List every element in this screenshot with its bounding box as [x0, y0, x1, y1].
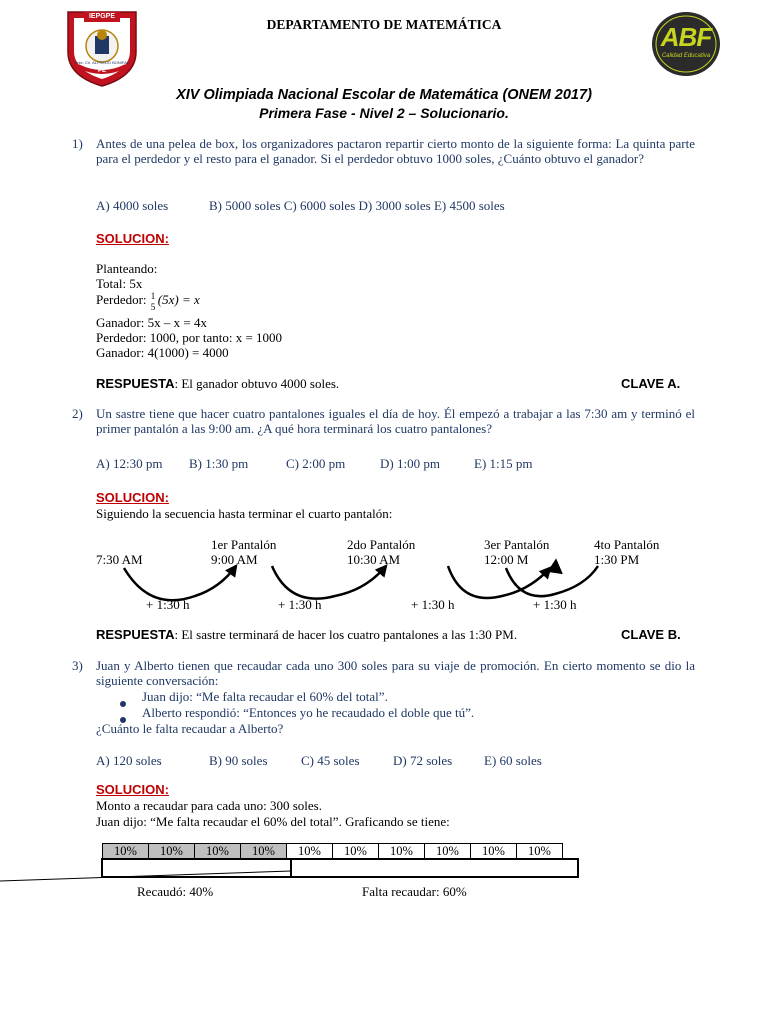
percent-cell: 10% [149, 844, 195, 859]
problem-statement: Antes de una pelea de box, los organizadores pactaron repartir cierto monto de la siguiente forma: La quinta parte para el perdedor y el resto para el ganador. Si el perdedor obtuvo 1000 soles, ¿Cuánto obtuvo el ganador? [96, 136, 695, 166]
percent-cell: 10% [425, 844, 471, 859]
abf-logo-letters: ABF [660, 22, 712, 52]
step-label: 4to Pantalón [594, 537, 660, 552]
option: E) 60 soles [484, 753, 542, 768]
option: D) 72 soles [393, 753, 453, 768]
option: A) 12:30 pm [96, 456, 163, 471]
option: C) 2:00 pm [286, 456, 346, 471]
option: D) 1:00 pm [380, 456, 440, 471]
collected-label: Recaudó: 40% [137, 884, 214, 899]
options-b-to-e: B) 5000 soles C) 6000 soles D) 3000 soles E) 4500 soles [209, 198, 505, 213]
option: A) 120 soles [96, 753, 162, 768]
percent-cell: 10% [471, 844, 517, 859]
answer-text: : El ganador obtuvo 4000 soles. [174, 376, 340, 391]
school-logo-bottom-text: PE [97, 68, 106, 74]
step-time: 12:00 M [484, 552, 529, 567]
solution-line: Perdedor: 1000, por tanto: x = 1000 [96, 330, 283, 345]
increment-label: + 1:30 h [146, 597, 190, 612]
step-time: 9:00 AM [211, 552, 258, 567]
remaining-label: Falta recaudar: 60% [362, 884, 467, 899]
school-logo-top-text: IEPGPE [88, 13, 116, 20]
step-label: 3er Pantalón [484, 537, 550, 552]
fraction-denominator: 5 [150, 302, 156, 312]
percent-cell: 10% [103, 844, 149, 859]
solution-line: Juan dijo: “Me falta recaudar el 60% del total”. Graficando se tiene: [96, 814, 450, 829]
answer-label: RESPUESTA [96, 627, 175, 642]
solution-line: Total: 5x [96, 276, 143, 291]
option: C) 45 soles [301, 753, 360, 768]
page-subtitle: Primera Fase - Nivel 2 – Solucionario. [259, 105, 509, 121]
option: B) 1:30 pm [189, 456, 249, 471]
bullet-text: Juan dijo: “Me falta recaudar el 60% del total”. [142, 689, 388, 704]
solution-intro: Siguiendo la secuencia hasta terminar el cuarto pantalón: [96, 506, 393, 521]
percent-cell: 10% [379, 844, 425, 859]
percent-cell: 10% [241, 844, 287, 859]
step-time: 1:30 PM [594, 552, 640, 567]
increment-label: + 1:30 h [533, 597, 577, 612]
percent-cell: 10% [333, 844, 379, 859]
perdedor-label: Perdedor: [96, 292, 150, 307]
increment-label: + 1:30 h [278, 597, 322, 612]
option: B) 90 soles [209, 753, 268, 768]
answer-key: CLAVE B. [621, 627, 681, 642]
page-title: XIV Olimpiada Nacional Escolar de Matemática (ONEM 2017) [176, 87, 592, 103]
school-logo-ring-text: Tnte. Crl. ALFREDO BONIFAZ [74, 60, 130, 65]
answer-text: : El sastre terminará de hacer los cuatro pantalones a las 1:30 PM. [174, 627, 518, 642]
problem-statement: Un sastre tiene que hacer cuatro pantalones iguales el día de hoy. Él empezó a trabajar a las 7:30 am y terminó el primer pantalón a las 9:00 am. ¿A qué hora terminará los cuatro pantalones? [96, 406, 695, 436]
problem-number: 2) [72, 406, 83, 421]
step-label: 1er Pantalón [211, 537, 277, 552]
solution-label: SOLUCION: [96, 782, 169, 797]
solution-line: Ganador: 5x – x = 4x [96, 315, 207, 330]
perdedor-expression: (5x) = x [157, 292, 200, 307]
percent-cell: 10% [195, 844, 241, 859]
abf-logo-caption: Calidad Educativa [661, 53, 711, 59]
problem-number: 3) [72, 658, 83, 673]
step-time: 10:30 AM [347, 552, 401, 567]
question-text: ¿Cuánto le falta recaudar a Alberto? [96, 721, 284, 736]
solution-line: Planteando: [96, 261, 158, 276]
solution-line: Ganador: 4(1000) = 4000 [96, 345, 229, 360]
fraction-numerator: 1 [150, 291, 156, 301]
option: E) 1:15 pm [474, 456, 533, 471]
solution-line: Monto a recaudar para cada uno: 300 soles. [96, 798, 322, 813]
bullet-text: Alberto respondió: “Entonces yo he recaudado el doble que tú”. [142, 705, 475, 720]
problem-statement: Juan y Alberto tienen que recaudar cada uno 300 soles para su viaje de promoción. En cierto momento se dio la siguiente conversación: [96, 658, 695, 688]
solution-label: SOLUCION: [96, 231, 169, 246]
percent-cell: 10% [517, 844, 563, 859]
answer-key: CLAVE A. [621, 376, 681, 391]
department-title: DEPARTAMENTO DE MATEMÁTICA [266, 17, 502, 32]
percent-cell: 10% [287, 844, 333, 859]
option-a: A) 4000 soles [96, 198, 169, 213]
problem-number: 1) [72, 136, 83, 151]
answer-label: RESPUESTA [96, 376, 175, 391]
start-time: 7:30 AM [96, 552, 143, 567]
solution-label: SOLUCION: [96, 490, 169, 505]
step-label: 2do Pantalón [347, 537, 416, 552]
increment-label: + 1:30 h [411, 597, 455, 612]
